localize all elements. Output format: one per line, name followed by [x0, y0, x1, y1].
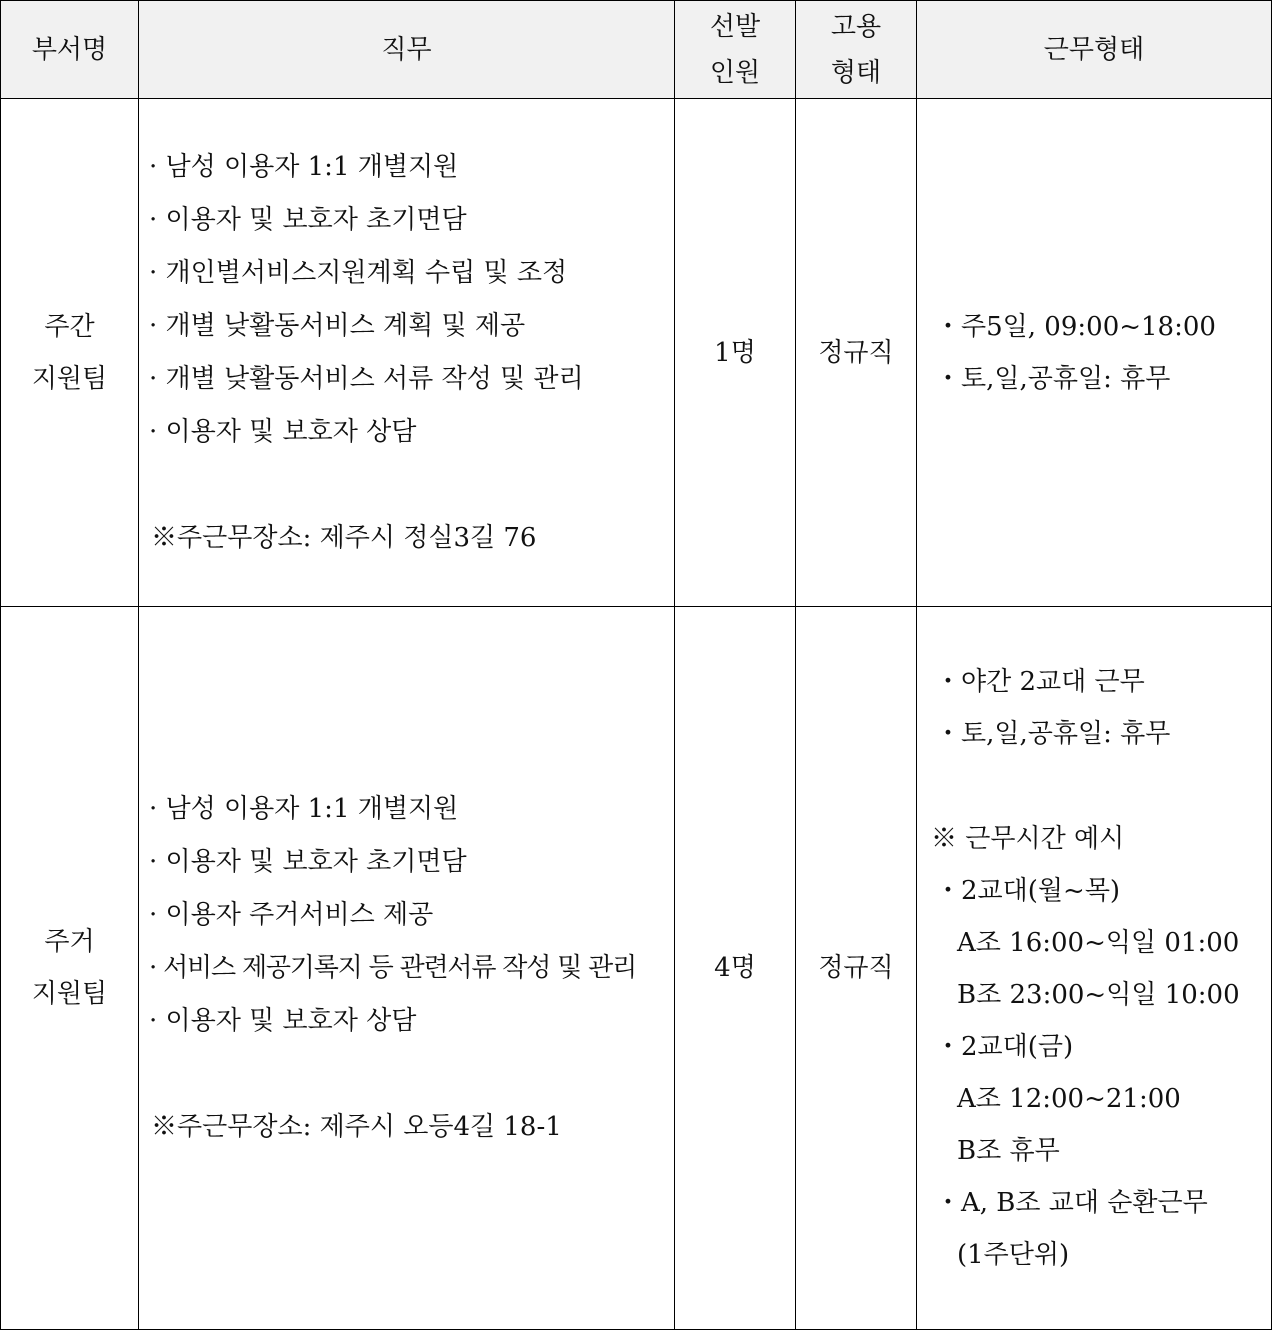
duty-cell [139, 607, 675, 1330]
count-cell: 4명 [675, 607, 796, 1330]
header-count-line2: 인원 [709, 57, 761, 88]
header-employment-line2: 형태 [830, 57, 882, 88]
duty-item: · 개별 낮활동서비스 계획 및 제공 [149, 310, 526, 341]
schedule-item: B조 휴무 [957, 1135, 1060, 1166]
duty-cell [139, 99, 675, 607]
duty-item: · 개별 낮활동서비스 서류 작성 및 관리 [149, 363, 584, 394]
schedule-item: ・야간 2교대 근무 [935, 666, 1145, 697]
employment-cell: 정규직 [796, 607, 917, 1330]
duty-item: · 이용자 및 보호자 초기면담 [149, 846, 467, 877]
table-row [1, 99, 1272, 607]
schedule-cell [917, 607, 1272, 1330]
duty-item: · 개인별서비스지원계획 수립 및 조정 [149, 257, 568, 288]
duty-item: · 이용자 주거서비스 제공 [149, 899, 434, 930]
dept-cell [1, 99, 139, 607]
schedule-cell [917, 99, 1272, 607]
schedule-item: ・2교대(금) [935, 1031, 1074, 1062]
header-employment-line1: 고용 [830, 11, 882, 42]
header-count-line1: 선발 [709, 11, 761, 42]
schedule-item: A조 12:00~21:00 [957, 1083, 1181, 1114]
dept-line1: 주거 [44, 927, 95, 957]
header-dept: 부서명 [1, 1, 139, 99]
duty-item: · 이용자 및 보호자 상담 [149, 416, 417, 447]
schedule-item: A조 16:00~익일 01:00 [957, 927, 1240, 958]
duty-item: · 이용자 및 보호자 상담 [149, 1005, 417, 1036]
table-row [1, 607, 1272, 1330]
work-location: ※주근무장소: 제주시 오등4길 18-1 [151, 1111, 562, 1142]
schedule-item: B조 23:00~익일 10:00 [957, 979, 1240, 1010]
dept-line1: 주간 [44, 311, 95, 342]
employment-cell: 정규직 [796, 99, 917, 607]
header-employment [796, 1, 917, 99]
duty-item: · 서비스 제공기록지 등 관련서류 작성 및 관리 [149, 952, 637, 983]
duty-item: · 이용자 및 보호자 초기면담 [149, 204, 467, 235]
schedule-item: ・2교대(월~목) [935, 875, 1121, 906]
schedule-item: ・A, B조 교대 순환근무 [935, 1187, 1208, 1218]
schedule-item: ・토,일,공휴일: 휴무 [935, 718, 1171, 749]
dept-line2: 지원팀 [31, 979, 108, 1009]
dept-cell [1, 607, 139, 1330]
count-cell: 1명 [675, 99, 796, 607]
duty-item: · 남성 이용자 1:1 개별지원 [149, 793, 459, 824]
schedule-note: ※ 근무시간 예시 [931, 823, 1125, 854]
header-row [1, 1, 1272, 99]
schedule-item: ・주5일, 09:00~18:00 [935, 311, 1216, 342]
header-schedule: 근무형태 [917, 1, 1272, 99]
header-duty: 직무 [139, 1, 675, 99]
duty-item: · 남성 이용자 1:1 개별지원 [149, 151, 459, 182]
header-count [675, 1, 796, 99]
schedule-item: (1주단위) [957, 1239, 1070, 1270]
work-location: ※주근무장소: 제주시 정실3길 76 [151, 522, 537, 553]
schedule-item: ・토,일,공휴일: 휴무 [935, 363, 1171, 394]
dept-line2: 지원팀 [31, 363, 108, 394]
